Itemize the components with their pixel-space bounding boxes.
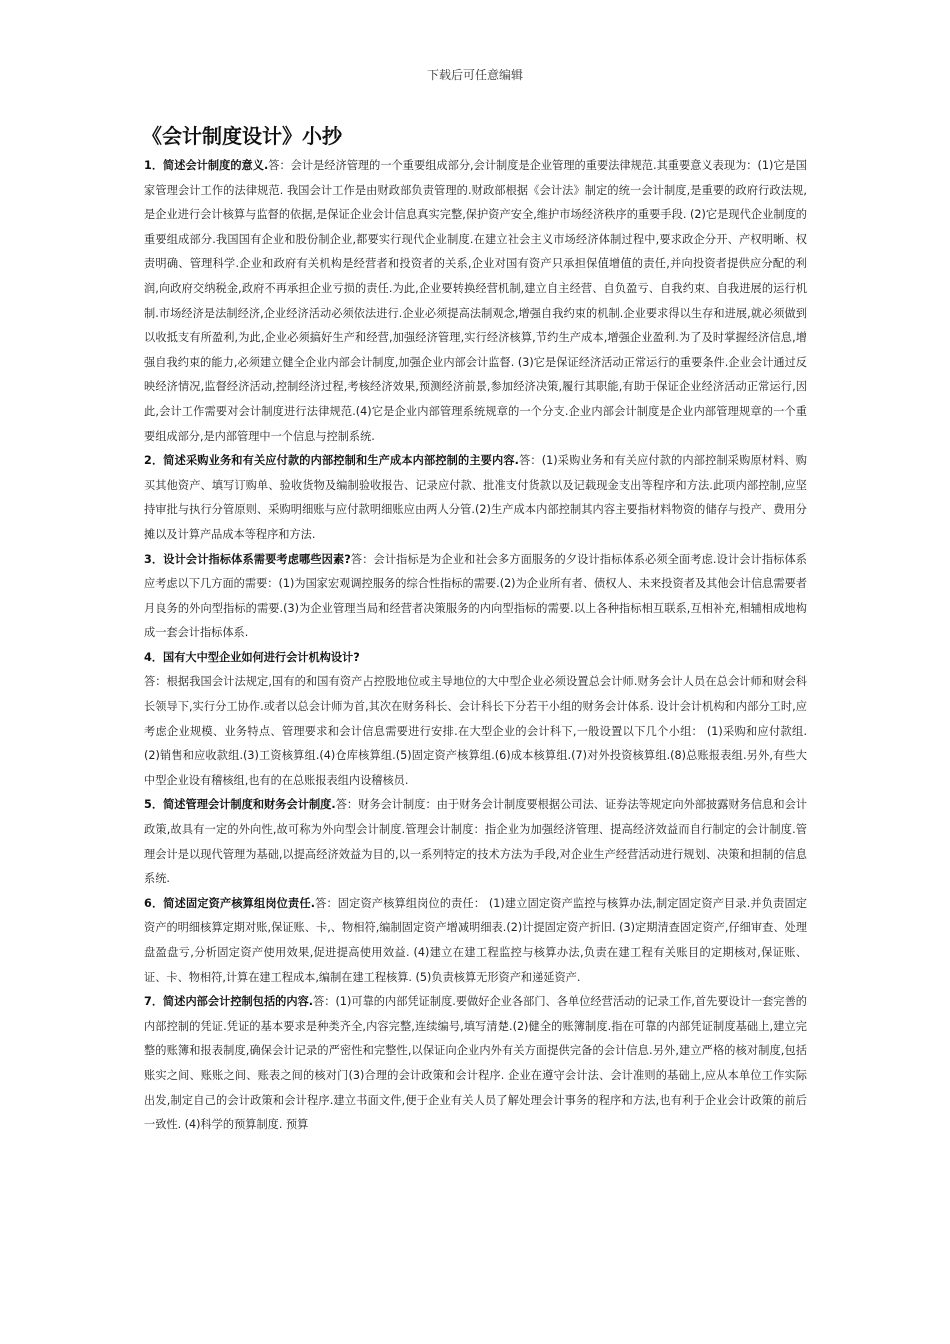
qa-item-1 <box>144 154 807 449</box>
document-title: 《会计制度设计》小抄 <box>142 124 342 148</box>
item-number-dot: ． <box>151 896 164 910</box>
item-question: 简述内部会计控制包括的内容. <box>163 995 314 1009</box>
item-question: 国有大中型企业如何进行会计机构设计? <box>163 650 360 664</box>
item-question: 简述管理会计制度和财务会计制度. <box>163 798 336 812</box>
qa-item-7 <box>144 990 807 1138</box>
item-number-dot: ． <box>151 159 164 172</box>
qa-item-2 <box>144 449 807 547</box>
item-answer: 答：(1)采购业务和有关应付款的内部控制采购原材料、购买其他资产、填写订购单、验收货物及编制验收报告、记录应付款、批准支付货款以及记载现金支出等程序和方法.此项内部控制,应坚持审批与执行分管原则、采购明细账与应付款明细账应由两人分管.(2)生产成本内部控制其内容主要指材料物资的储存与投产、费用分摊以及计算产品成本等程序和方法. <box>144 454 807 541</box>
document-body <box>144 122 807 1138</box>
item-number: 3 <box>144 552 152 566</box>
item-answer: 答：会计指标是为企业和社会多方面服务的夕设计指标体系必须全面考虑.设计会计指标体系应考虑以下几方面的需要：(1)为国家宏观调控服务的综合性指标的需要.(2)为企业所有者、债权人、未来投资者及其他会计信息需要者月良务的外向型指标的需要.(3)为企业管理当局和经营者决策服务的内向型指标的需要.以上各种指标相互联系,互相补充,相辅相成地构成一套会计指标体系. <box>144 552 807 640</box>
item-number-dot: ． <box>151 650 163 664</box>
header-note: 下载后可任意编辑 <box>426 68 523 82</box>
item-answer: 答：财务会计制度：由于财务会计制度要根据公司法、证券法等规定向外部披露财务信息和会计政策,故具有一定的外向性,故可称为外向型会计制度.管理会计制度：指企业为加强经济管理、提高经济效益而自行制定的会计制度.管理会计是以现代管理为基础,以提高经济效益为目的,以一系列特定的技术方法为手段,对企业生产经营活动进行规划、决策和担制的信息系统. <box>144 798 807 886</box>
item-number: 4 <box>144 650 152 664</box>
qa-item-6 <box>144 892 807 990</box>
item-number-dot: ． <box>151 995 164 1009</box>
item-answer: 答：根据我国会计法规定,国有的和国有资产占控股地位或主导地位的大中型企业必须设置总会计师.财务会计人员在总会计师和财会科长领导下,实行分工协作.或者以总会计师为首,其次在财务科长、会计科长下分若干小组的财务会计体系. 设计会计机构和内部分工时,应考虑企业规模、业务特点、管理要求和会计信息需要进行安排.在大型企业的会计科下,一般设置以下几个小组： (1)采购和应付款组. (2)销售和应收款组.(3)工资核算组.(4)仓库核算组.(5)固定资产核算组.(6)成本核算组.(7)对外投资核算组.(8)总账报表组.另外,有些大中型企业设有稽核组,也有的在总账报表组内设稽核员. <box>144 675 807 787</box>
item-number: 2 <box>144 454 152 468</box>
item-number: 1 <box>144 159 152 172</box>
item-number-dot: ． <box>151 552 164 566</box>
item-question: 简述会计制度的意义. <box>163 159 269 172</box>
item-answer: 答：(1)可靠的内部凭证制度.要做好企业各部门、各单位经营活动的记录工作,首先要设计一套完善的内部控制的凭证.凭证的基本要求是种类齐全,内容完整,连续编号,填写清楚.(2)健全的账簿制度.指在可靠的内部凭证制度基础上,建立完整的账簿和报表制度,确保会计记录的严密性和完整性,以保证向企业内外有关方面提供完备的会计信息.另外,建立严格的核对制度,包括账实之间、账账之间、账表之间的核对门(3)合理的会计政策和会计程序. 企业在遵守会计法、会计准则的基础上,应从本单位工作实际出发,制定自己的会计政策和会计程序.建立书面文件,便于企业有关人员了解处理会计事务的程序和方法,也有利于企业会计政策的前后一致性. (4)科学的预算制度. 预算 <box>144 995 807 1132</box>
item-question: 简述固定资产核算组岗位责任. <box>163 896 315 910</box>
item-answer: 答：固定资产核算组岗位的责任： (1)建立固定资产监控与核算办法,制定固定资产目录.并负责固定资产的明细核算定期对账,保证账、卡,、物相符,编制固定资产增减明细表.(2)计提固定资产折旧. (3)定期清查固定资产,仔细审查、处理盘盈盘亏,分析固定资产使用效果,促进提高使用效益. (4)建立在建工程监控与核算办法,负责在建工程有关账目的定期核对,保证账、证、卡、物相符,计算在建工程成本,编制在建工程核算. (5)负责核算无形资产和递延资产. <box>144 896 807 984</box>
item-number: 7 <box>144 995 152 1009</box>
qa-item-4-answer <box>144 670 807 793</box>
item-question: 设计会计指标体系需要考虑哪些因素? <box>163 552 351 566</box>
item-number-dot: ． <box>151 454 164 468</box>
item-answer: 答：会计是经济管理的一个重要组成部分,会计制度是企业管理的重要法律规范.其重要意义表现为：(1)它是国家管理会计工作的法律规范. 我国会计工作是由财政部负责管理的.财政部根据《会计法》制定的统一会计制度,是重要的政府行政法规,是企业进行会计核算与监督的依据,是保证企业会计信息真实完整,保护资产安全,维护市场经济秩序的重要手段. (2)它是现代企业制度的重要组成部分.我国国有企业和股份制企业,都要实行现代企业制度.在建立社会主义市场经济体制过程中,要求政企分开、产权明晰、权责明确、管理科学.企业和政府有关机构是经营者和投资者的关系,企业对国有资产只承担保值增值的责任,并向投资者提供应分配的利润,向政府交纳税金,政府不再承担企业亏损的责任.为此,企业要转换经营机制,建立自主经营、自负盈亏、自我约束、自我进展的运行机制.市场经济是法制经济,企业经济活动必须依法进行.企业必须提高法制观念,增强自我约束的机制.企业要求得以生存和进展,就必须做到以收抵支有所盈利,为此,企业必须搞好生产和经营,加强经济管理,实行经济核算,节约生产成本,增强企业盈利.为了及时掌握经济信息,增强自我约束的能力,必须建立健全企业内部会计制度,加强企业内部会计监督. (3)它是保证经济活动正常运行的重要条件.企业会计通过反映经济情况,监督经济活动,控制经济过程,考核经济效果,预测经济前景,参加经济决策,履行其职能,有助于保证企业经济活动正常运行,因此,会计工作需要对会计制度进行法律规范.(4)它是企业内部管理系统规章的一个分支.企业内部会计制度是企业内部管理规章的一个重要组成部分,是内部管理中一个信息与控制系统. <box>144 159 807 443</box>
item-question: 简述采购业务和有关应付款的内部控制和生产成本内部控制的主要内容. <box>163 454 519 468</box>
item-number: 5 <box>144 798 152 812</box>
qa-item-5 <box>144 793 807 891</box>
item-number: 6 <box>144 896 152 910</box>
item-number-dot: ． <box>151 798 164 812</box>
qa-item-4-question <box>144 646 807 671</box>
qa-item-3 <box>144 548 807 646</box>
